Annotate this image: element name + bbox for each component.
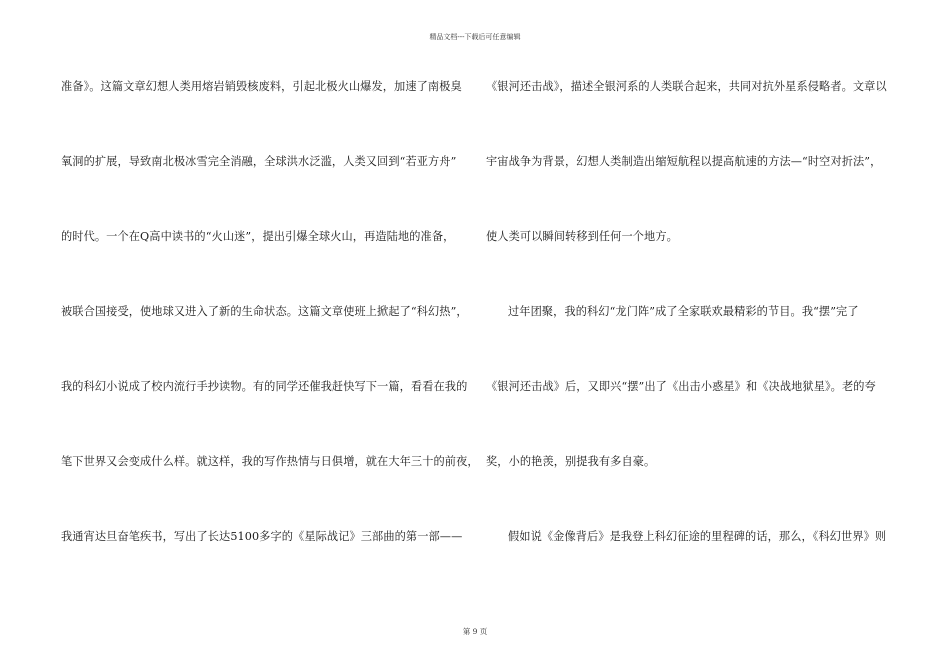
text-line: 准备》。这篇文章幻想人类用熔岩销毁核废料，引起北极火山爆发，加速了南极臭 <box>61 80 462 93</box>
text-line: 笔下世界又会变成什么样。就这样，我的写作热情与日俱增，就在大年三十的前夜， <box>61 455 479 468</box>
text-line: 我通宵达旦奋笔疾书，写出了长达5100多字的《星际战记》三部曲的第一部—— <box>61 530 463 543</box>
text-line: 被联合国接受，使地球又进入了新的生命状态。这篇文章使班上掀起了“科幻热”， <box>61 305 468 318</box>
text-line: 过年团聚，我的科幻“龙门阵”成了全家联欢最精彩的节目。我“摆”完了 <box>508 305 859 318</box>
text-line: 氧洞的扩展，导致南北极冰雪完全消融，全球洪水泛滥，人类又回到“若亚方舟” <box>61 155 457 168</box>
text-line: 假如说《金像背后》是我登上科幻征途的里程碑的话，那么，《科幻世界》则 <box>508 530 887 543</box>
text-line: 使人类可以瞬间转移到任何一个地方。 <box>486 230 678 243</box>
text-line: 《银河还击战》，描述全银河系的人类联合起来，共同对抗外星系侵略者。文章以 <box>486 80 887 93</box>
text-line: 宇宙战争为背景，幻想人类制造出缩短航程以提高航速的方法—“时空对折法”， <box>486 155 882 168</box>
page-number: 第 9 页 <box>462 627 488 636</box>
text-line: 奖，小的艳羡，别提我有多自豪。 <box>486 455 656 468</box>
page-header: 精品文档---下载后可任意编辑 <box>429 33 521 41</box>
text-line: 我的科幻小说成了校内流行手抄读物。有的同学还催我赶快写下一篇，看看在我的 <box>61 380 468 393</box>
text-line: 《银河还击战》后，又即兴“摆”出了《出击小惑星》和《决战地狱星》。老的夸 <box>486 380 876 393</box>
text-line: 的时代。一个在Q高中读书的“火山迷”，提出引爆全球火山，再造陆地的准备， <box>61 230 455 243</box>
